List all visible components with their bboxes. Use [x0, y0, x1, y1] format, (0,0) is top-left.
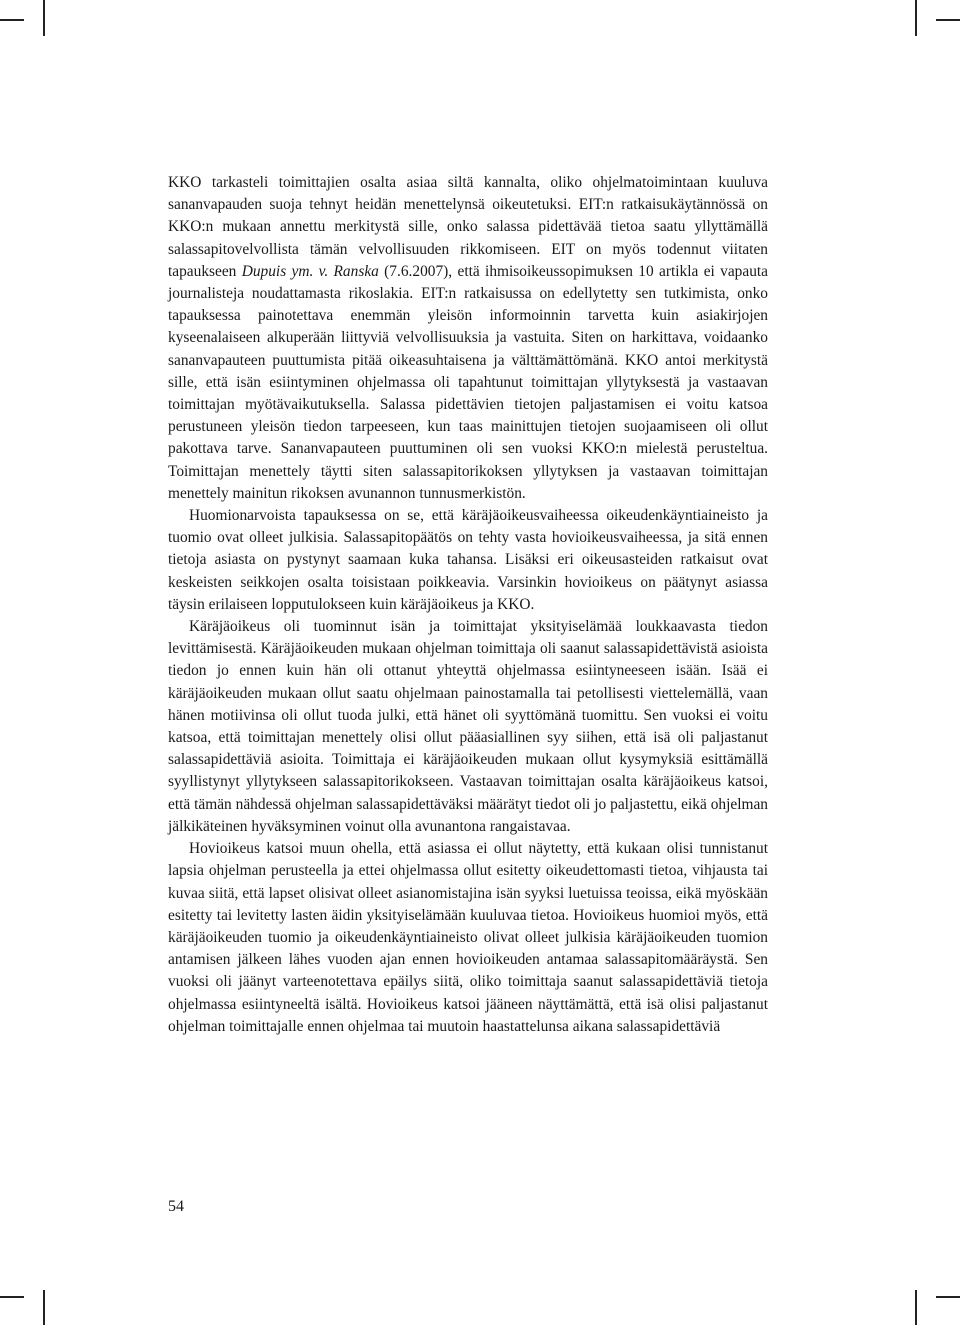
paragraph — [168, 172, 768, 505]
crop-mark — [915, 0, 917, 36]
paragraph — [168, 838, 768, 1038]
crop-mark — [915, 1290, 917, 1325]
page-number: 54 — [168, 1198, 184, 1215]
case-name: Dupuis ym. v. Ranska — [241, 262, 379, 280]
crop-mark — [43, 0, 45, 36]
paragraph-text: Käräjäoikeus oli tuominnut isän ja toimittajat yksityiselämää loukkaavasta tiedon levittämisestä. Käräjäoikeuden mukaan ohjelman toimittaja oli saanut salassapidettävistä asioista tiedon jo ennen kuin hän oli ottanut yhteyttä ohjelmassa esiintyneeseen isään. Isää ei käräjäoikeuden mukaan ollut saatu ohjelmaan painostamalla tai petollisesti viettelemällä, vaan hänen motiivinsa oli ollut tuoda julki, että hänet oli syyttömänä tuomittu. Sen vuoksi ei voitu katsoa, että toimittajan menettely olisi ollut pääasiallinen syy siihen, että isä oli paljastanut salassapidettäviä asioita. Toimittaja ei käräjäoikeuden mukaan ollut kysymyksiä esittämällä syyllistynyt yllytykseen salassapitorikokseen. Vastaavan toimittajan osalta käräjäoikeus katsoi, että tämän nähdessä ohjelman salassapidettäväksi määrätyt tiedot oli jo paljastettu, eikä ohjelman jälkikäteinen hyväksyminen voinut olla avunantona rangaistavaa. — [168, 618, 768, 835]
paragraph — [168, 505, 768, 616]
paragraph-text: Hovioikeus katsoi muun ohella, että asiassa ei ollut näytetty, että kukaan olisi tunnistanut lapsia ohjelman perusteella ja ettei ohjelmassa ollut esitetty oikeudettomasti tietoa, vihjausta tai kuvaa siitä, että lapset olisivat olleet asianomistajina isän syyksi luetuissa teoissa, eikä myöskään esitetty tai levitetty lasten äidin yksityiselämään kuuluvaa tietoa. Hovioikeus huomioi myös, että käräjäoikeuden tuomio ja oikeudenkäyntiaineisto olivat olleet julkisia käräjäoikeuden tuomion antamisen jälkeen lähes vuoden ajan ennen hovioikeuden antamaa salassapitomääräystä. Sen vuoksi oli jäänyt varteenotettava epäilys siitä, oliko toimittaja saanut salassapidettäviä tietoja ohjelmassa esiintyneeltä isältä. Hovioikeus katsoi jääneen näyttämättä, että isä olisi paljastanut ohjelman toimittajalle ennen ohjelmaa tai muutoin haastattelunsa aikana salassapidettäviä — [168, 840, 768, 1035]
paragraph — [168, 616, 768, 838]
crop-mark — [936, 19, 960, 21]
paragraph-text: (7.6.2007), että ihmisoikeussopimuksen 10 artikla ei vapauta journalisteja noudattamasta rikoslakia. EIT:n ratkaisussa on edellytetty sen tutkimista, onko tapauksessa painotettava enemmän yleisön informoinnin tarvetta kuin asiakirjojen kyseenalaiseen alkuperään liittyviä velvollisuuksia ja vastuita. Siten on harkittava, voidaanko sananvapauteen puuttumista pitää oikeasuhtaisena ja välttämättömänä. KKO antoi merkitystä sille, että isän esiintyminen ohjelmassa oli tapahtunut toimittajan yllytyksestä ja vastaavan toimittajan myötävaikutuksella. Salassa pidettävien tietojen paljastamisen ei voitu katsoa perustuneen yleisön tiedon tarpeeseen, kun taas mainittujen tietojen suojaamiseen oli ollut pakottava tarve. Sananvapauteen puuttuminen oli sen vuoksi KKO:n mielestä perusteltua. Toimittajan menettely täytti siten salassapitorikoksen yllytyksen ja vastaavan toimittajan menettely mainitun rikoksen avunannon tunnusmerkistön. — [168, 262, 768, 502]
crop-mark — [0, 1296, 24, 1298]
body-text — [168, 172, 768, 1038]
paragraph-text: Huomionarvoista tapauksessa on se, että käräjäoikeusvaiheessa oikeudenkäyntiaineisto ja tuomio ovat olleet julkisia. Salassapitopäätös on tehty vasta hovioikeusvaiheessa, ja sitä ennen tietoja asiasta on pystynyt saamaan kuka tahansa. Lisäksi eri oikeusasteiden ratkaisut ovat keskeisten seikkojen osalta toisistaan poikkeavia. Varsinkin hovioikeus on päätynyt asiassa täysin erilaiseen lopputulokseen kuin käräjäoikeus ja KKO. — [168, 507, 768, 613]
crop-mark — [936, 1296, 960, 1298]
crop-mark — [0, 19, 24, 21]
paragraph-text: KKO tarkasteli toimittajien osalta asiaa siltä kannalta, oliko ohjelmatoimintaan kuuluva sananvapauden suoja tehnyt heidän menettelynsä oikeutetuksi. EIT:n ratkaisukäytännössä on KKO:n mukaan annettu merkitystä sille, onko salassa pidettävää tietoa saatu yllyttämällä salassapitovelvollista tämän velvollisuuden rikkomiseen. EIT on myös todennut viitaten tapaukseen — [168, 174, 768, 280]
crop-mark — [43, 1290, 45, 1325]
